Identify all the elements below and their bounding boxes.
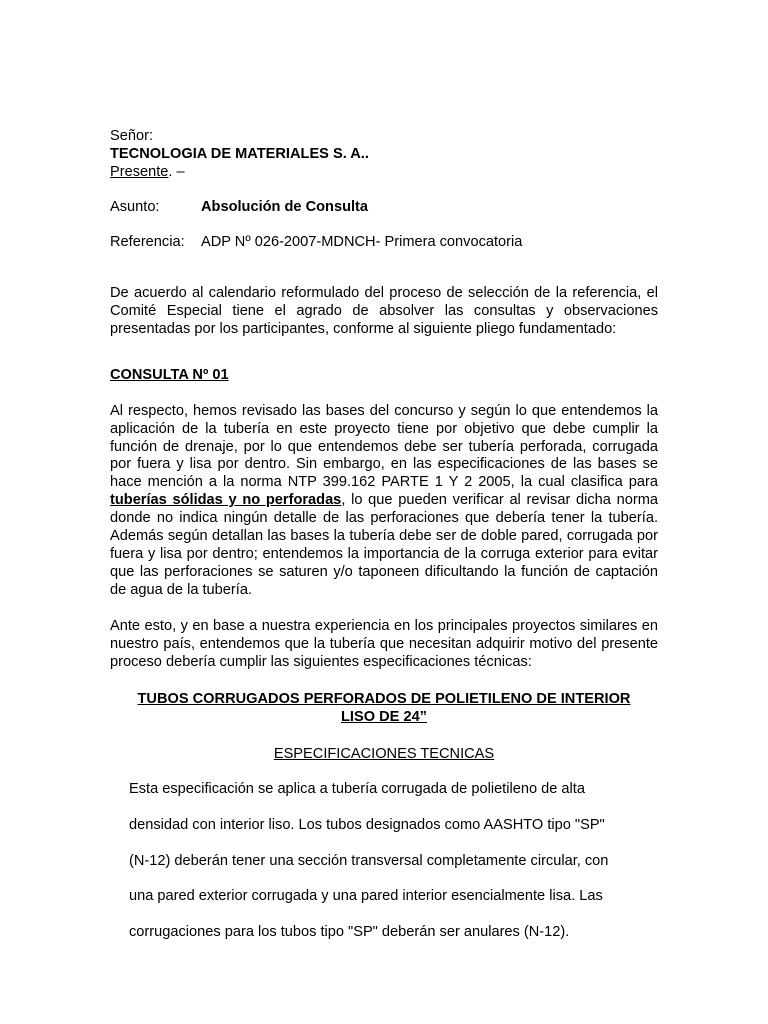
consulta-heading: CONSULTA Nº 01 [110,366,229,383]
presente-tail: . – [168,164,185,180]
asunto-row [110,198,658,216]
emphasized-text: tuberías sólidas y no perforadas [110,492,342,509]
spec-line: densidad con interior liso. Los tubos designados como AASHTO tipo "SP" [129,817,605,833]
spec-heading: ESPECIFICACIONES TECNICAS [273,746,495,763]
intro-paragraph: De acuerdo al calendario reformulado del proceso de selección de la referencia, el Comité Especial tiene el agrado de absolver las consultas y observaciones presentadas por los participantes, conforme al siguiente pliego fundamentado: [110,285,658,337]
referencia-label: Referencia: [110,234,185,250]
spec-line: una pared exterior corrugada y una pared interior esencialmente lisa. Las [129,888,603,905]
paragraph-1-start: Al respecto, hemos revisado las bases del concurso y según lo que entendemos la aplicación de la tubería en este proyecto tiene por objetivo que debe cumplir la función de drenaje, por lo que entendemos debe ser tubería perforada, corrugada por fuera y lisa por dentro. Sin embargo, en las especificaciones de las bases se hace mención a la norma NTP 399.162 PARTE 1 Y 2 2005, la cual clasifica para [110,402,658,491]
spec-line: (N-12) deberán tener una sección transversal completamente circular, con [129,852,609,869]
asunto-label: Asunto: [110,199,160,215]
referencia-row [110,233,658,251]
product-title-line-1: TUBOS CORRUGADOS PERFORADOS DE POLIETILENO DE INTERIOR [137,691,631,708]
recipient-company: TECNOLOGIA DE MATERIALES S. A.. [110,146,369,162]
presente-word: Presente [110,164,169,180]
consulta-paragraph-1 [110,403,658,600]
spec-body [110,772,658,950]
consulta-paragraph-2: Ante esto, y en base a nuestra experiencia en los principales proyectos similares en nuestro país, entendemos que la tubería que necesitan adquirir motivo del presente proceso debería cumplir las siguientes especificaciones técnicas: [110,617,658,670]
spec-line: corrugaciones para los tubos tipo "SP" deberán ser anulares (N-12). [129,923,570,940]
paragraph-1-end: , lo que pueden verificar al revisar dicha norma donde no indica ningún detalle de las perforaciones que debería tener la tubería. Además según detallan las bases la tubería debe ser de doble pared, corrugada por fuera y lisa por dentro; entendemos la importancia de la corruga exterior para evitar que las perforaciones se saturen y/o taponeen dificultando la función de captación de agua de la tubería. [110,492,658,598]
document-page [110,127,658,950]
asunto-value: Absolución de Consulta [201,199,369,215]
product-title [110,690,658,726]
spec-line: Esta especificación se aplica a tubería corrugada de polietileno de alta [129,781,585,798]
presente-line [110,163,658,181]
salutation: Señor: [110,128,153,144]
product-title-line-2: LISO DE 24” [341,709,427,726]
referencia-value: ADP Nº 026-2007-MDNCH- Primera convocatoria [201,234,523,250]
